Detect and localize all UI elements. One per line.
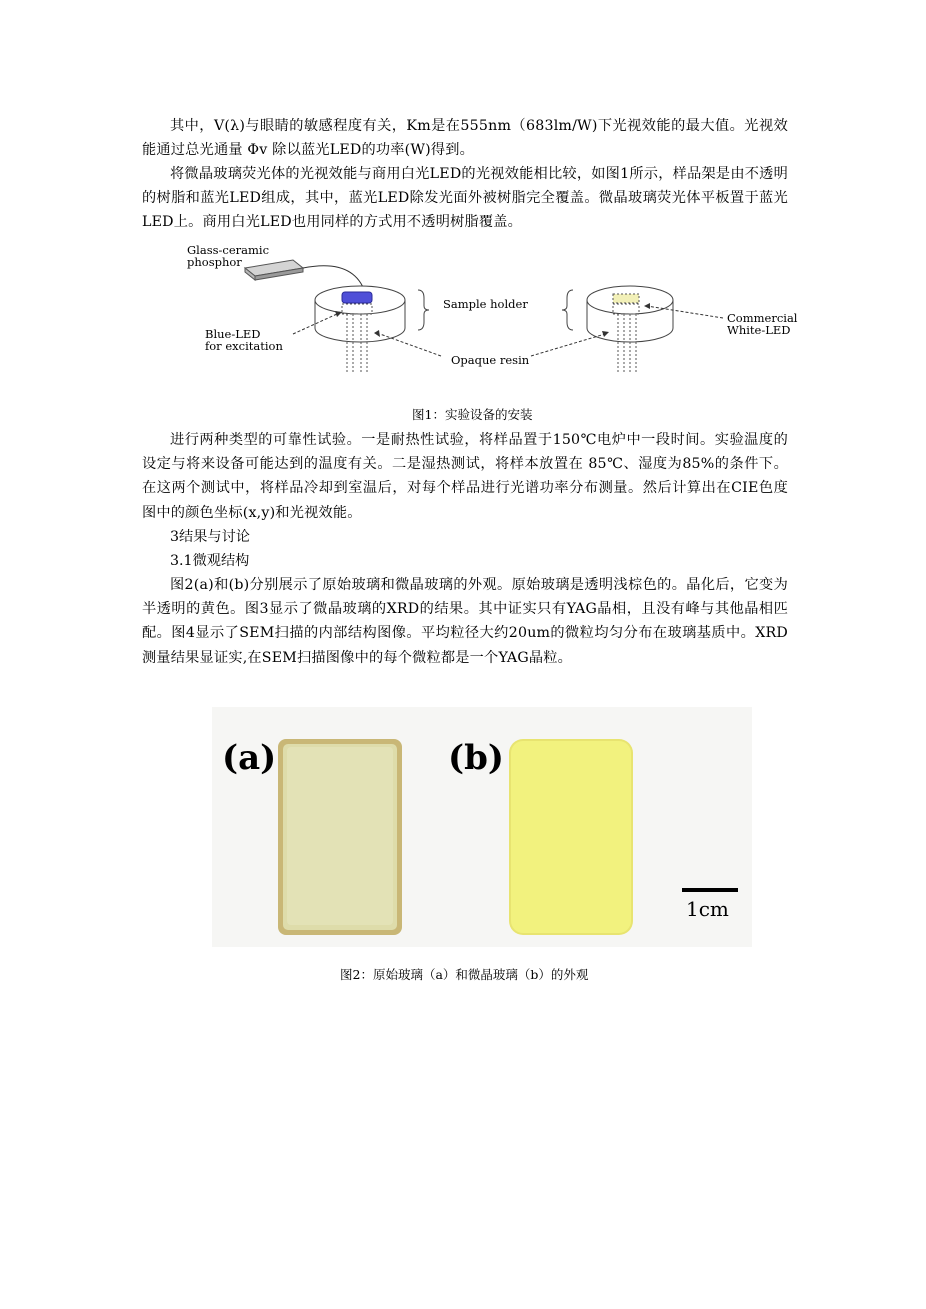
paragraph-1: 其中，V(λ)与眼睛的敏感程度有关，Km是在555nm（683lm/W)下光视效能的最大值。光视效能通过总光通量 Φv 除以蓝光LED的功率(W)得到。 (142, 118, 788, 159)
white-led-surface (613, 294, 639, 303)
original-glass-sample (278, 739, 402, 935)
section-heading-3-1: 3.1微观结构 (170, 553, 250, 569)
figure-1-caption: 图1：实验设备的安装 (412, 407, 533, 422)
paragraph-4: 图2(a)和(b)分别展示了原始玻璃和微晶玻璃的外观。原始玻璃是透明浅棕色的。晶化后，它变为半透明的黄色。图3显示了微晶玻璃的XRD的结果。其中证实只有YAG晶相，且没有峰与其他晶相匹配。图4显示了SEM扫描的内部结构图像。平均粒径大约20um的微粒均匀分布在玻璃基质中。XRD测量结果显证实,在SEM扫描图像中的每个微粒都是一个YAG晶粒。 (142, 577, 788, 666)
label-a: (a) (222, 738, 277, 778)
label-for-excitation: for excitation (205, 339, 283, 353)
paragraph-2: 将微晶玻璃荧光体的光视效能与商用白光LED的光视效能相比较，如图1所示，样品架是由不透明的树脂和蓝光LED组成，其中，蓝光LED除发光面外被树脂完全覆盖。微晶玻璃荧光体平板置于蓝光LED上。商用白光LED也用同样的方式用不透明树脂覆盖。 (142, 166, 788, 231)
glass-ceramic-plate (245, 260, 303, 280)
figure-2-caption: 图2：原始玻璃（a）和微晶玻璃（b）的外观 (340, 967, 589, 982)
label-sample-holder: Sample holder (443, 297, 528, 311)
label-commercial: Commercial (727, 311, 798, 325)
label-white-led: White-LED (727, 323, 791, 337)
label-glass-ceramic: Glass-ceramic (187, 243, 270, 257)
sample-holder-right (587, 286, 673, 374)
figure-2-sample-photos (212, 707, 752, 947)
sample-holder-left (315, 286, 405, 374)
label-phosphor: phosphor (187, 255, 242, 269)
label-b: (b) (448, 738, 504, 778)
glass-ceramic-sample (509, 739, 633, 935)
label-blue-led: Blue-LED (205, 327, 261, 341)
paragraph-3: 进行两种类型的可靠性试验。一是耐热性试验，将样品置于150℃电炉中一段时间。实验温度的设定与将来设备可能达到的温度有关。二是湿热测试，将样本放置在 85℃、湿度为85%的条件下。在这两个测试中，将样品冷却到室温后，对每个样品进行光谱功率分布测量。然后计算出在CIE色度图中的颜色坐标(x,y)和光视效能。 (142, 432, 788, 521)
section-heading-3: 3结果与讨论 (170, 529, 250, 545)
scale-label: 1cm (686, 897, 729, 921)
label-opaque-resin: Opaque resin (451, 353, 530, 367)
blue-led-surface (342, 292, 372, 303)
figure-1-setup-diagram (175, 238, 815, 383)
